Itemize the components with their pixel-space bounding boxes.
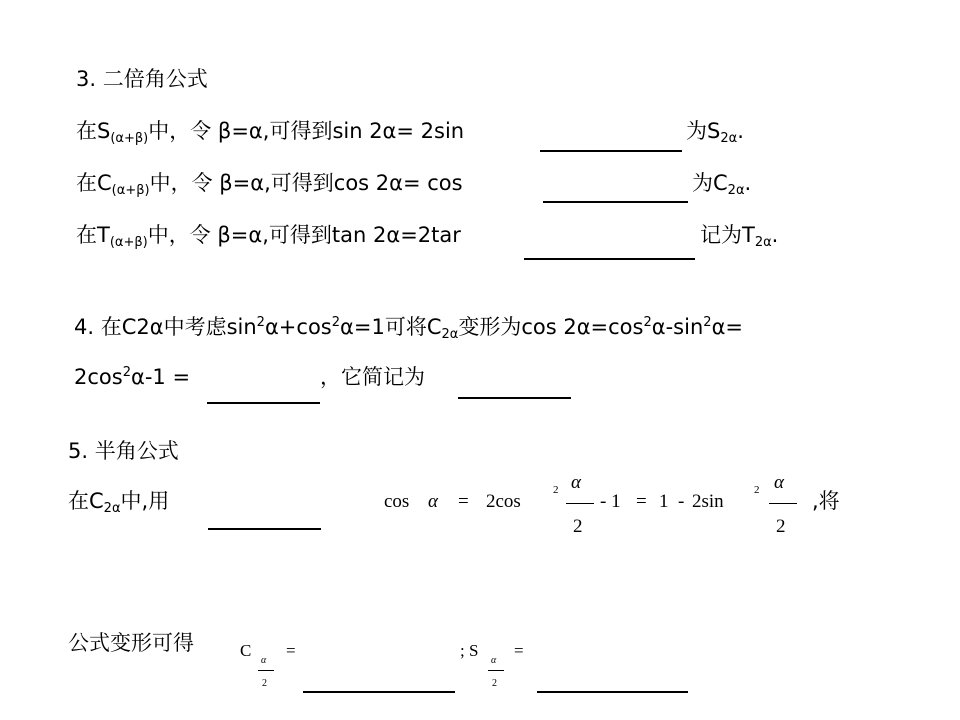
half-c-two: 2 xyxy=(262,678,267,689)
t-line xyxy=(76,222,461,248)
s-line-tail-text: 为S xyxy=(686,119,721,143)
s4-sup3: 2 xyxy=(643,315,652,330)
f-alpha: α xyxy=(428,491,438,512)
s4-l2-a: 2cos xyxy=(74,365,123,389)
f-exp1: 2 xyxy=(553,484,559,496)
s-line-answer-underline xyxy=(540,150,682,152)
s4-sup1: 2 xyxy=(256,315,265,330)
f-den2: 2 xyxy=(776,516,786,537)
s4-l1-c: α=1可将C xyxy=(340,315,442,339)
c-line-sub1: (α+β) xyxy=(111,183,150,198)
f-2sin: 2sin xyxy=(692,491,724,512)
s4-l1-b: α+cos xyxy=(264,315,332,339)
f-minus2: - xyxy=(678,491,685,512)
s-line-tail xyxy=(686,118,744,144)
half-s-frac-bar xyxy=(488,670,504,671)
s-line-sub1: (α+β) xyxy=(110,131,149,146)
s-line-blank-mask xyxy=(537,112,683,152)
section5-title: 5. 半角公式 xyxy=(68,439,179,463)
s-line xyxy=(76,118,464,144)
t-line-pre: 在T xyxy=(76,223,110,247)
t-line-sub2: 2α xyxy=(754,235,772,250)
s4-sup2: 2 xyxy=(331,315,341,330)
f-one: 1 xyxy=(659,491,669,512)
s-line-pre: 在S xyxy=(76,119,111,143)
c-line xyxy=(76,170,463,196)
s4-l2-sup: 2 xyxy=(122,365,131,380)
s4-l1-e: α-sin xyxy=(651,315,704,339)
s4-sub: 2α xyxy=(441,327,459,342)
t-line-sub1: (α+β) xyxy=(109,235,148,250)
s5-l1-sub: 2α xyxy=(103,501,121,516)
section5-line3: 公式变形可得 xyxy=(68,631,194,655)
s-line-end: . xyxy=(737,119,744,143)
half-s-alpha: α xyxy=(491,655,497,666)
half-c-frac-bar xyxy=(258,670,274,671)
f-eq1: = xyxy=(458,491,469,512)
s5-l1-pre: 在C xyxy=(68,489,104,513)
c-line-end: . xyxy=(744,171,752,195)
half-s-answer-underline xyxy=(537,691,688,693)
f-eq2: = xyxy=(636,491,647,512)
s-line-sub2: 2α xyxy=(720,131,738,146)
half-c-answer-underline xyxy=(303,691,455,693)
c-line-sub2: 2α xyxy=(727,183,745,198)
s4-l1-d: 变形为cos 2α=cos xyxy=(458,315,644,339)
s4-answer-underline-1 xyxy=(207,402,320,404)
t-line-tail-text: 记为T xyxy=(700,223,755,247)
half-s-eq: = xyxy=(514,641,524,660)
t-line-answer-underline xyxy=(524,258,695,260)
s4-l1-a: 4. 在C2α中考虑sin xyxy=(74,315,257,339)
s4-l1-f: α= xyxy=(711,315,744,339)
section4-line1 xyxy=(74,314,743,340)
s-line-mid: 中，令 β=α,可得到sin 2α= 2sin xyxy=(148,119,465,143)
f-exp2: 2 xyxy=(754,484,760,496)
section3-title: 3. 二倍角公式 xyxy=(76,67,208,91)
t-line-mid: 中，令 β=α,可得到tan 2α=2tar xyxy=(147,223,461,247)
c-line-mid: 中，令 β=α,可得到cos 2α= cos xyxy=(149,171,463,195)
s4-answer-underline-2 xyxy=(458,397,571,399)
s5-answer-underline-1 xyxy=(208,528,321,530)
half-c: C xyxy=(240,641,252,660)
s5-l1-post: 中,用 xyxy=(120,489,170,513)
f-2cos: 2cos xyxy=(486,491,521,512)
f-frac-bar-2 xyxy=(769,503,797,504)
t-line-tail xyxy=(700,222,778,248)
f-cos: cos xyxy=(384,491,410,512)
f-tail: ,将 xyxy=(812,489,840,513)
f-den1: 2 xyxy=(573,516,583,537)
c-line-pre: 在C xyxy=(76,171,112,195)
f-num1: α xyxy=(571,472,581,493)
t-line-blank-mask xyxy=(522,215,702,263)
s4-sup4: 2 xyxy=(703,315,712,330)
t-line-end: . xyxy=(771,223,779,247)
c-line-blank-mask xyxy=(540,164,690,206)
section5-line1 xyxy=(68,488,169,514)
c-line-tail-text: 为C xyxy=(692,171,728,195)
f-frac-bar-1 xyxy=(566,503,594,504)
c-line-tail xyxy=(692,170,751,196)
s4-l2-comma: ，它简记为 xyxy=(320,365,425,389)
c-line-answer-underline xyxy=(543,201,688,203)
half-c-alpha: α xyxy=(261,655,267,666)
half-c-eq: = xyxy=(286,641,296,660)
f-num2: α xyxy=(774,472,784,493)
half-s: ; S xyxy=(460,641,479,660)
s4-l2-b: α-1 = xyxy=(130,365,191,389)
f-minus1: - 1 xyxy=(600,491,621,512)
half-s-two: 2 xyxy=(492,678,497,689)
section4-line2 xyxy=(74,364,190,390)
